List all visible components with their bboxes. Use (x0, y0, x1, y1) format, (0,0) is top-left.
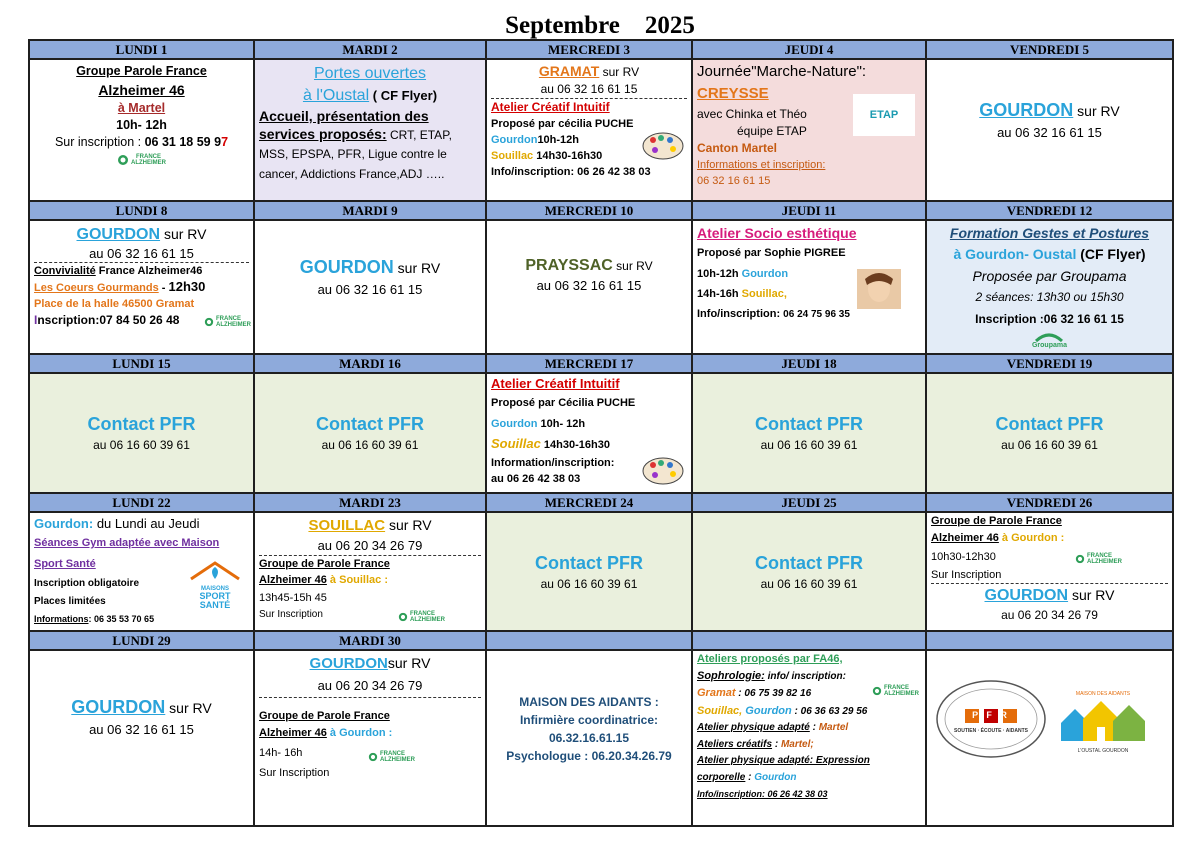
day-cell-17 (486, 373, 692, 493)
event-title: Formation Gestes et Postures (949, 225, 1150, 241)
calendar-title (0, 12, 1200, 40)
event-desc: avec Chinka et Théo (697, 107, 807, 121)
event-location: GOURDON sur RV (979, 100, 1120, 120)
week-header-row (29, 631, 1173, 650)
pfr-logo: P F R SOUTIEN · ÉCOUTE · AIDANTS (935, 679, 1047, 759)
day-header: LUNDI 8 (29, 201, 254, 220)
day-cell-3 (486, 59, 692, 201)
week-header-row (29, 201, 1173, 220)
fa46-phone: Info/inscription: 06 26 42 38 03 (697, 789, 828, 799)
event-phone: au 06 16 60 39 61 (760, 438, 858, 452)
event-title: Sport Santé (34, 558, 96, 570)
day-header: LUNDI 1 (29, 40, 254, 59)
day-header: VENDREDI 19 (926, 354, 1173, 373)
day-header: VENDREDI 26 (926, 493, 1173, 512)
week-header-row (29, 354, 1173, 373)
france-alzheimer-logo: FRANCE ALZHEIMER (872, 685, 919, 697)
maison-nurse: Infirmière coordinatrice: (519, 713, 659, 727)
contact-pfr-link[interactable]: Contact PFR (755, 553, 863, 573)
event-title: Atelier Créatif Intuitif (491, 100, 610, 114)
day-cell-8 (29, 220, 254, 354)
art-palette-icon (641, 454, 685, 488)
maison-psy: Psychologue : 06.20.34.26.79 (506, 749, 672, 763)
event-location: GOURDONsur RV (309, 655, 431, 672)
contact-pfr-link[interactable]: Contact PFR (87, 414, 196, 434)
event-desc: Proposé par Sophie PIGREE (697, 247, 846, 259)
event-phone: au 06 16 60 39 61 (540, 577, 638, 591)
day-cell-19 (926, 373, 1173, 493)
event-info: Sur Inscription (259, 609, 323, 620)
event-location: SOUILLAC sur RV (308, 517, 432, 534)
event-phone: au 06 20 34 26 79 (259, 675, 481, 698)
day-header: MARDI 9 (254, 201, 486, 220)
logos-cell (926, 650, 1173, 826)
france-alzheimer-logo: FRANCE ALZHEIMER (117, 154, 166, 166)
day-cell-18 (692, 373, 926, 493)
event-time: 10h-12h Gourdon (697, 268, 789, 280)
event-phone: au 06 32 16 61 15 (997, 125, 1102, 140)
event-org: Alzheimer 46 à Souillac : (259, 574, 389, 586)
day-cell-10 (486, 220, 692, 354)
contact-pfr-link[interactable]: Contact PFR (995, 414, 1104, 434)
day-header: MARDI 16 (254, 354, 486, 373)
day-header: JEUDI 18 (692, 354, 926, 373)
day-cell-30 (254, 650, 486, 826)
day-header: LUNDI 29 (29, 631, 254, 650)
event-location: à l'Oustal ( CF Flyer) (302, 87, 438, 104)
event-desc: Accueil, présentation des (259, 108, 429, 124)
event-location: à Gourdon- Oustal (CF Flyer) (953, 246, 1146, 262)
event-phone: Informations: 06 35 53 70 65 (34, 614, 155, 624)
day-header (486, 631, 692, 650)
event-time: 13h45-15h 45 (259, 592, 327, 604)
event-phone: au 06 20 34 26 79 (1001, 608, 1098, 622)
event-place: Les Coeurs Gourmands - 12h30 (34, 279, 206, 294)
event-time: 10h30-12h30 (931, 551, 996, 563)
event-phone: Inscription :06 32 16 61 15 (975, 312, 1124, 326)
maison-phone: 06.32.16.61.15 (548, 731, 630, 745)
event-location: Gourdon: du Lundi au Jeudi (34, 516, 200, 531)
event-phone: au 06 16 60 39 61 (1001, 438, 1098, 452)
event-desc: Proposé par cécilia PUCHE (491, 118, 634, 130)
day-header: MARDI 30 (254, 631, 486, 650)
day-cell-1 (29, 59, 254, 201)
event-title: Atelier Socio esthétique (697, 225, 857, 241)
france-alzheimer-logo: FRANCE ALZHEIMER (1075, 553, 1122, 565)
maison-des-aidants-logo: MAISON DES AIDANTS L'OUSTAL GOURDON (1057, 691, 1149, 761)
event-location: GOURDON sur RV (76, 226, 207, 243)
event-info: Informations et inscription: (697, 159, 826, 171)
day-header (926, 631, 1173, 650)
face-care-icon (857, 269, 901, 309)
france-alzheimer-logo: FRANCE ALZHEIMER (204, 316, 251, 328)
fa46-ateliers-cell (692, 650, 926, 826)
fa46-physique: Atelier physique adapté : Martel (697, 722, 849, 733)
event-phone: au 06 26 42 38 03 (491, 473, 581, 485)
event-org: Alzheimer 46 à Gourdon : (259, 727, 393, 739)
event-phone: au 06 32 16 61 15 (89, 722, 194, 737)
event-phone: 06 32 16 61 15 (697, 175, 771, 187)
week-row (29, 59, 1173, 201)
day-header: VENDREDI 5 (926, 40, 1173, 59)
event-phone: au 06 20 34 26 79 (259, 537, 481, 556)
day-header: MARDI 23 (254, 493, 486, 512)
day-cell-16 (254, 373, 486, 493)
day-header (692, 631, 926, 650)
france-alzheimer-logo: FRANCE ALZHEIMER (368, 751, 415, 763)
fa46-creatifs: Ateliers créatifs : Martel; (697, 738, 814, 750)
event-phone: au 06 32 16 61 15 (536, 278, 642, 293)
week-header-row (29, 40, 1173, 59)
event-title: Atelier Créatif Intuitif (491, 376, 620, 391)
day-header: MERCREDI 17 (486, 354, 692, 373)
day-cell-26 (926, 512, 1173, 631)
event-location: CREYSSE (697, 85, 769, 102)
event-org: Alzheimer 46 à Gourdon : (931, 532, 1065, 544)
day-cell-15 (29, 373, 254, 493)
event-info: Sur Inscription (259, 767, 330, 779)
event-phone: au 06 16 60 39 61 (93, 438, 190, 452)
event-location: GRAMAT sur RV (538, 63, 640, 79)
day-cell-5 (926, 59, 1173, 201)
day-cell-25 (692, 512, 926, 631)
event-desc: équipe ETAP (737, 124, 807, 138)
art-palette-icon (641, 130, 685, 162)
day-header: MARDI 2 (254, 40, 486, 59)
day-cell-9 (254, 220, 486, 354)
event-info: Inscription obligatoire (34, 578, 140, 589)
etap-logo: ETAP (853, 94, 915, 136)
fa46-expression: Atelier physique adapté: Expression (697, 755, 870, 766)
event-time: 10h- 12h (116, 118, 167, 132)
contact-pfr-link[interactable]: Contact PFR (535, 553, 643, 573)
event-title: Journée"Marche-Nature": (697, 63, 867, 80)
event-desc: MSS, EPSPA, PFR, Ligue contre le (259, 147, 447, 161)
day-cell-11 (692, 220, 926, 354)
event-info: Information/inscription: (491, 457, 615, 469)
event-time: Souillac 14h30-16h30 (491, 150, 603, 162)
groupama-logo: Groupama (1032, 332, 1067, 349)
week-row (29, 220, 1173, 354)
fa46-title: Ateliers proposés par FA46, (697, 653, 843, 665)
event-desc: Proposé par Cécilia PUCHE (491, 397, 636, 409)
event-location: PRAYSSAC sur RV (525, 257, 653, 274)
contact-pfr-link[interactable]: Contact PFR (316, 414, 424, 434)
event-phone: Inscription:07 84 50 26 48 (34, 313, 180, 327)
event-phone: au 06 32 16 61 15 (491, 81, 687, 99)
maison-des-aidants-cell (486, 650, 692, 826)
event-location: GOURDON sur RV (984, 587, 1115, 604)
event-time: 2 séances: 13h30 ou 15h30 (975, 290, 1124, 304)
event-time: 14h-16h Souillac, (697, 288, 787, 300)
event-info: Places limitées (34, 596, 106, 607)
day-cell-12 (926, 220, 1173, 354)
day-cell-29 (29, 650, 254, 826)
event-phone: au 06 16 60 39 61 (760, 577, 858, 591)
event-location: à Martel (117, 101, 166, 115)
event-location: Canton Martel (697, 141, 778, 155)
event-time: Gourdon10h-12h (491, 134, 580, 146)
month-label: Septembre (505, 12, 620, 39)
day-header: MERCREDI 24 (486, 493, 692, 512)
day-header: JEUDI 25 (692, 493, 926, 512)
day-header: MERCREDI 10 (486, 201, 692, 220)
event-time: 14h- 16h (259, 747, 303, 759)
event-desc: cancer, Addictions France,ADJ ….. (259, 167, 445, 181)
contact-pfr-link[interactable]: Contact PFR (755, 414, 863, 434)
year-label: 2025 (644, 12, 695, 39)
event-location: GOURDON sur RV (71, 697, 212, 717)
event-desc: services proposés: CRT, ETAP, (259, 126, 452, 142)
event-title: Groupe de Parole France (259, 558, 390, 570)
event-address: Place de la halle 46500 Gramat (34, 298, 195, 310)
week-row (29, 512, 1173, 631)
day-header: VENDREDI 12 (926, 201, 1173, 220)
event-desc: Proposée par Groupama (972, 268, 1127, 284)
fa46-sophro: Sophrologie: info/ inscription: (697, 669, 846, 682)
event-time: Gourdon 10h- 12h (491, 418, 586, 430)
event-title: Convivialité France Alzheimer46 (34, 265, 203, 277)
day-header: JEUDI 11 (692, 201, 926, 220)
france-alzheimer-logo: FRANCE ALZHEIMER (398, 611, 445, 623)
week-header-row (29, 493, 1173, 512)
event-info: Sur Inscription (931, 567, 1168, 584)
event-title: Groupe de Parole France (259, 710, 390, 722)
fa46-gramat: Gramat : 06 75 39 82 16 (697, 687, 812, 699)
event-phone: au 06 32 16 61 15 (317, 282, 423, 297)
maison-title: MAISON DES AIDANTS : (519, 695, 659, 709)
fa46-corporelle: corporelle : Gourdon (697, 771, 797, 783)
fa46-souillac: Souillac, Gourdon : 06 36 63 29 56 (697, 704, 868, 717)
event-title: Groupe de Parole France (931, 515, 1062, 527)
event-phone: au 06 16 60 39 61 (321, 438, 419, 452)
day-cell-24 (486, 512, 692, 631)
event-phone: au 06 32 16 61 15 (34, 245, 249, 263)
maison-sport-sante-logo: MAISONS SPORT SANTÉ (187, 561, 243, 605)
event-time: Souillac 14h30-16h30 (491, 436, 610, 451)
event-title: Groupe Parole France (76, 64, 207, 78)
day-cell-23 (254, 512, 486, 631)
event-phone: Info/inscription: 06 24 75 96 35 (697, 308, 850, 320)
day-header: MERCREDI 3 (486, 40, 692, 59)
week-row (29, 650, 1173, 826)
event-title: Séances Gym adaptée avec Maison (34, 537, 220, 549)
event-title: Portes ouvertes (313, 65, 427, 82)
event-phone: Sur inscription : 06 31 18 59 97 (54, 135, 229, 149)
event-phone: Info/inscription: 06 26 42 38 03 (491, 166, 651, 178)
day-cell-2 (254, 59, 486, 201)
day-header: LUNDI 22 (29, 493, 254, 512)
day-cell-22 (29, 512, 254, 631)
week-row (29, 373, 1173, 493)
event-org: Alzheimer 46 (98, 82, 185, 98)
day-cell-4 (692, 59, 926, 201)
day-header: LUNDI 15 (29, 354, 254, 373)
calendar-grid (28, 39, 1174, 827)
day-header: JEUDI 4 (692, 40, 926, 59)
event-location: GOURDON sur RV (299, 257, 441, 277)
